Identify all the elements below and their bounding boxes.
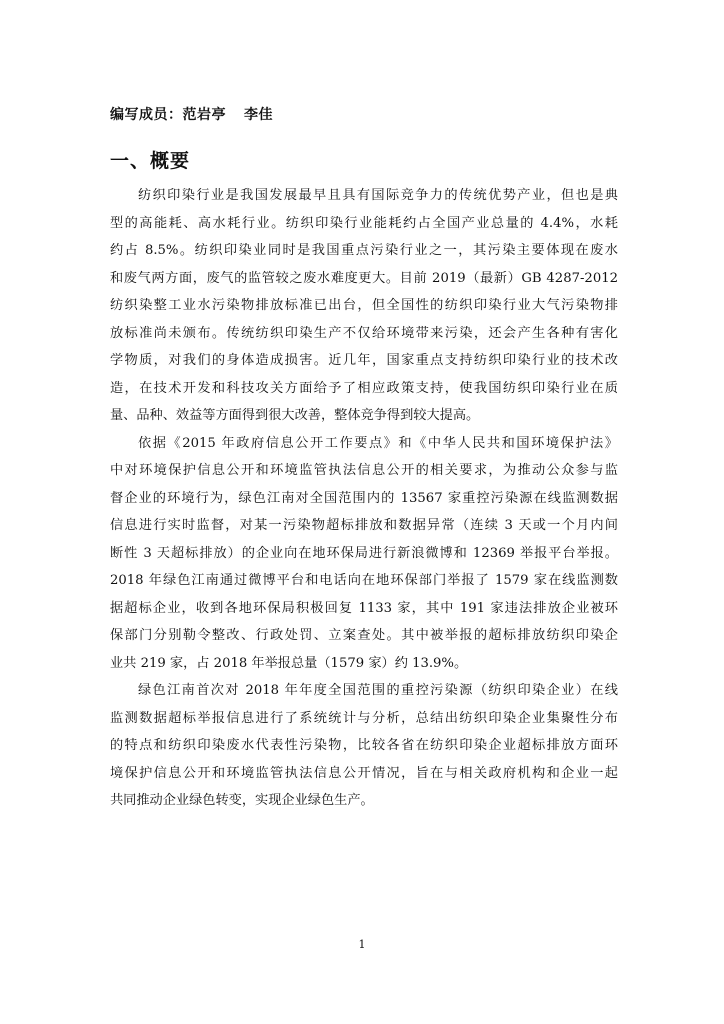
page-number: 1 — [358, 938, 366, 951]
paragraph-line: 放标准尚未颁布。传统纺织印染生产不仅给环境带来污染，还会产生各种有害化 — [110, 325, 618, 341]
paragraph-line: 量、品种、效益等方面得到很大改善，整体竞争得到较大提高。 — [110, 408, 480, 423]
paragraph — [110, 430, 618, 678]
paragraph-line: 信息进行实时监督，对某一污染物超标排放和数据异常（连续 3 天或一个月内间 — [110, 518, 618, 533]
paragraph-line: 纺织染整工业水污染物排放标准已出台，但全国性的纺织印染行业大气污染物排 — [110, 298, 618, 313]
paragraph-line: 中对环境保护信息公开和环境监管执法信息公开的相关要求，为推动公众参与监 — [110, 463, 618, 478]
section-title: 一、概要 — [110, 150, 191, 172]
paragraph-line: 型的高能耗、高水耗行业。纺织印染行业能耗约占全国产业总量的 4.4%，水耗 — [110, 215, 618, 231]
paragraph-line: 业共 219 家，占 2018 年举报总量（1579 家）约 13.9%。 — [110, 655, 468, 671]
paragraph-line: 监测数据超标举报信息进行了系统统计与分析，总结出纺织印染企业集聚性分布 — [110, 710, 618, 726]
authors-line — [110, 104, 273, 124]
paragraph-line: 据超标企业，收到各地环保局积极回复 1133 家，其中 191 家违法排放企业被环 — [110, 600, 618, 616]
paragraph-line: 纺织印染行业是我国发展最早且具有国际竞争力的传统优势产业，但也是典 — [138, 188, 618, 203]
paragraph — [110, 182, 618, 430]
paragraph-line: 和废气两方面，废气的监管较之废水难度更大。目前 2019（最新）GB 4287-2012 — [110, 270, 618, 286]
paragraph-line: 保部门分别勒令整改、行政处罚、立案查处。其中被举报的超标排放纺织印染企 — [110, 628, 618, 643]
paragraph-line: 学物质，对我们的身体造成损害。近几年，国家重点支持纺织印染行业的技术改 — [110, 353, 618, 368]
paragraph-line: 境保护信息公开和环境监管执法信息公开情况，旨在与相关政府机构和企业一起 — [110, 765, 618, 781]
authors-label: 编写成员：范岩亭 — [110, 107, 226, 123]
paragraph-line: 绿色江南首次对 2018 年年度全国范围的重控污染源（纺织印染企业）在线 — [138, 683, 618, 698]
paragraph — [110, 677, 618, 815]
paragraph-line: 督企业的环境行为，绿色江南对全国范围内的 13567 家重控污染源在线监测数据 — [110, 490, 618, 506]
author-second: 李佳 — [244, 107, 273, 123]
paragraph-line: 的特点和纺织印染废水代表性污染物，比较各省在纺织印染企业超标排放方面环 — [110, 738, 618, 753]
paragraph-line: 依据《2015 年政府信息公开工作要点》和《中华人民共和国环境保护法》 — [138, 435, 618, 451]
paragraph-line: 共同推动企业绿色转变，实现企业绿色生产。 — [110, 793, 374, 808]
paragraph-line: 断性 3 天超标排放）的企业向在地环保局进行新浪微博和 12369 举报平台举报。 — [110, 545, 618, 561]
body-text — [110, 182, 618, 815]
paragraph-line: 约占 8.5%。纺织印染业同时是我国重点污染行业之一，其污染主要体现在废水 — [110, 243, 618, 258]
paragraph-line: 2018 年绿色江南通过微博平台和电话向在地环保部门举报了 1579 家在线监测数 — [110, 573, 618, 588]
paragraph-line: 造，在技术开发和科技攻关方面给予了相应政策支持，使我国纺织印染行业在质 — [110, 380, 618, 396]
